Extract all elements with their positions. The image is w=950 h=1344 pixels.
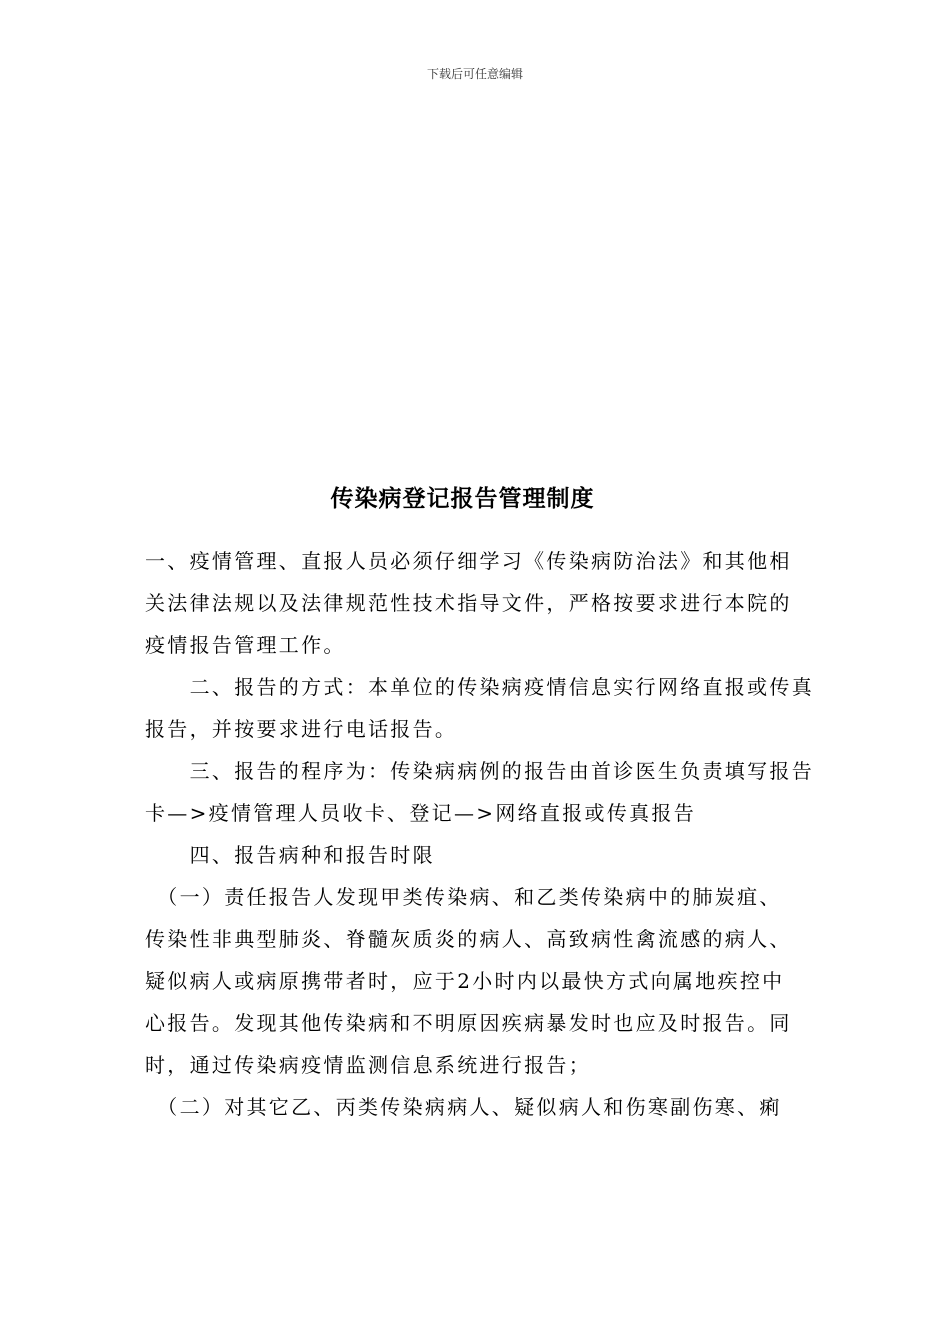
paragraph-line: 传染性非典型肺炎、脊髓灰质炎的病人、高致病性禽流感的病人、	[145, 927, 792, 951]
paragraph-line: （二）对其它乙、丙类传染病病人、疑似病人和伤寒副伤寒、痢	[145, 1095, 782, 1119]
document-title: 传染病登记报告管理制度	[330, 485, 595, 512]
paragraph-line: 报告，并按要求进行电话报告。	[145, 717, 458, 741]
page-header	[0, 67, 950, 81]
paragraph-2	[145, 666, 814, 750]
paragraph-line: 一、疫情管理、直报人员必须仔细学习《传染病防治法》和其他相	[145, 549, 792, 573]
paragraph-line: 四、报告病种和报告时限	[145, 843, 435, 867]
paragraph-line: 疫情报告管理工作。	[145, 633, 346, 657]
paragraph-line: 关法律法规以及法律规范性技术指导文件，严格按要求进行本院的	[145, 591, 792, 615]
paragraph-line: 心报告。发现其他传染病和不明原因疾病暴发时也应及时报告。同	[145, 1011, 792, 1035]
paragraph-3	[145, 750, 814, 834]
paragraph-line: 三、报告的程序为：传染病病例的报告由首诊医生负责填写报告	[145, 759, 814, 783]
paragraph-line: 二、报告的方式：本单位的传染病疫情信息实行网络直报或传真	[145, 675, 814, 699]
paragraph-1	[145, 540, 805, 666]
paragraph-line: 卡—>疫情管理人员收卡、登记—>网络直报或传真报告	[145, 801, 697, 825]
document-body	[145, 540, 814, 1128]
header-text: 下载后可任意编辑	[426, 67, 523, 81]
paragraph-4	[145, 834, 805, 876]
paragraph-line: 时，通过传染病疫情监测信息系统进行报告；	[145, 1053, 591, 1077]
paragraph-line: （一）责任报告人发现甲类传染病、和乙类传染病中的肺炭疽、	[145, 885, 782, 909]
paragraph-6	[145, 1086, 805, 1128]
paragraph-line: 疑似病人或病原携带者时，应于2小时内以最快方式向属地疾控中	[145, 969, 785, 993]
paragraph-5	[145, 876, 805, 1086]
